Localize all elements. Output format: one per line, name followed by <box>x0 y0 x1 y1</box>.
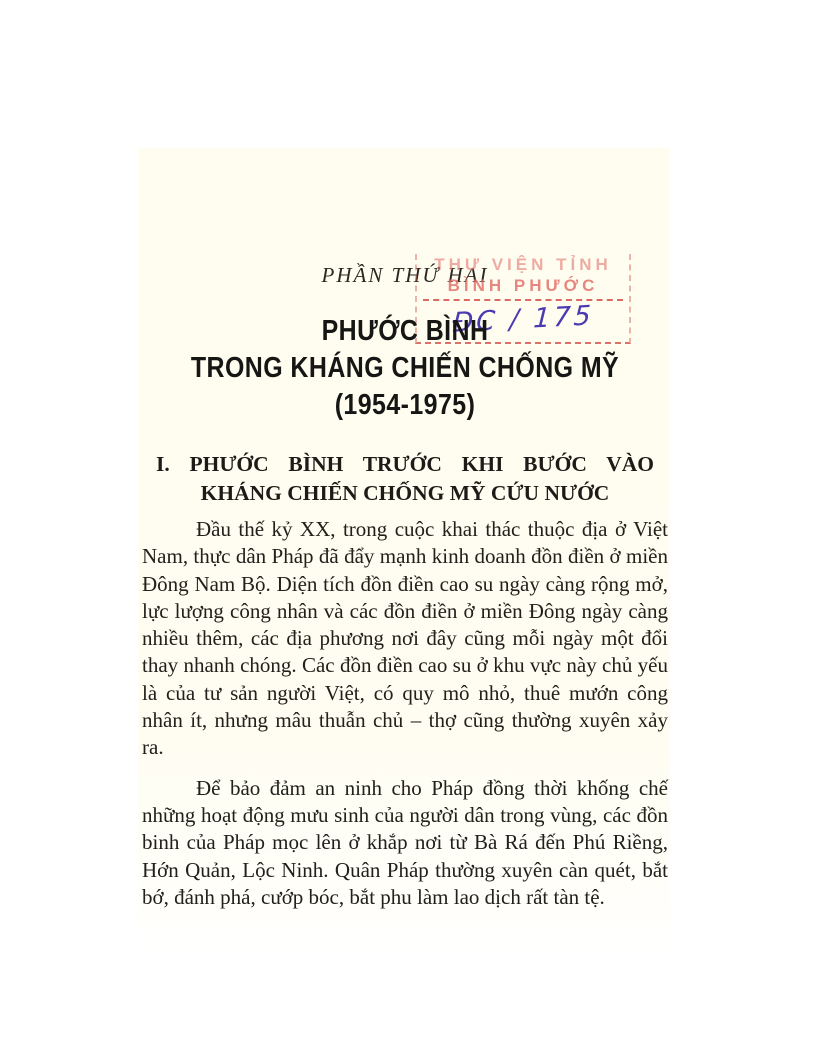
body-paragraph-2: Để bảo đảm an ninh cho Pháp đồng thời khống chế những hoạt động mưu sinh của người dân trong vùng, các đồn binh của Pháp mọc lên ở khắp nơi từ Bà Rá đến Phú Riềng, Hớn Quản, Lộc Ninh. Quân Pháp thường xuyên càn quét, bắt bớ, đánh phá, cướp bóc, bắt phu làm lao dịch rất tàn tệ. <box>142 775 668 909</box>
body-paragraph-1: Đầu thế kỷ XX, trong cuộc khai thác thuộc địa ở Việt Nam, thực dân Pháp đã đẩy mạnh kinh doanh đồn điền ở miền Đông Nam Bộ. Diện tích đồn điền cao su ngày càng rộng mở, lực lượng công nhân và các đồn điền ở miền Đông ngày càng nhiều thêm, các địa phương nơi đây cũng mỗi ngày một đổi thay nhanh chóng. Các đồn điền cao su ở khu vực này chủ yếu là của tư sản người Việt, có quy mô nhỏ, thuê mướn công nhân ít, nhưng mâu thuẫn chủ – thợ cũng thường xuyên xảy ra. <box>142 517 668 760</box>
stamp-library-name-line2: BÌNH PHƯỚC <box>447 276 599 295</box>
chapter-title-years: (1954-1975) <box>334 389 476 421</box>
chapter-title-line2: TRONG KHÁNG CHIẾN CHỐNG MỸ <box>190 352 620 384</box>
section-heading-line1: I. PHƯỚC BÌNH TRƯỚC KHI BƯỚC VÀO <box>156 452 654 476</box>
chapter-title <box>179 313 631 424</box>
stamp-library-name-line1: THƯ VIỆN TỈNH <box>434 255 612 274</box>
page-content <box>138 255 670 958</box>
part-label: PHẦN THỨ HAI <box>321 263 489 287</box>
chapter-title-line1: PHƯỚC BÌNH <box>321 315 489 347</box>
section-heading-line2: KHÁNG CHIẾN CHỐNG MỸ CỨU NƯỚC <box>200 481 610 505</box>
stamp-call-number-handwritten: ĐC / 175 <box>451 300 595 339</box>
book-page <box>138 148 670 958</box>
section-heading <box>142 450 668 508</box>
